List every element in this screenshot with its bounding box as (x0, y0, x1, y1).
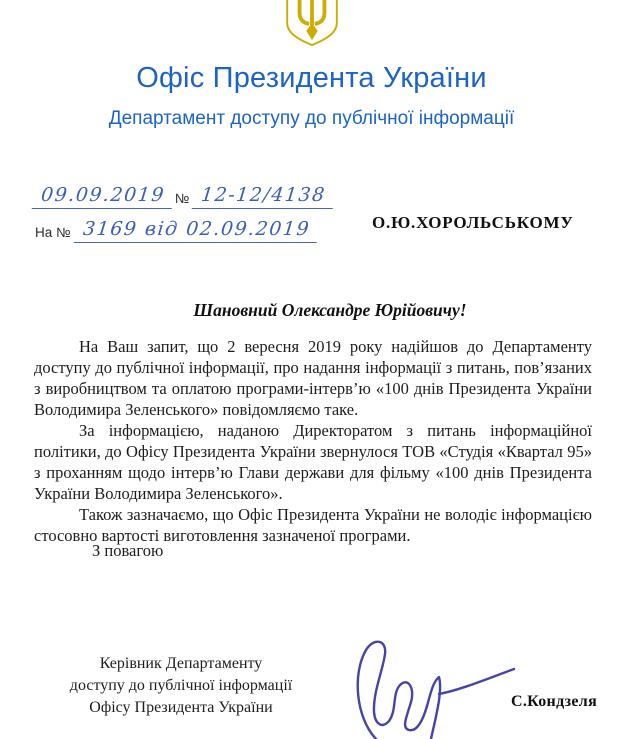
incoming-reference-line (33, 218, 353, 243)
body-paragraph: За інформацією, наданою Директоратом з питань інформаційної політики, до Офісу Президента України звернулося ТОВ «Студія «Квартал 95» з проханням щодо інтерв’ю Глави держави для фільму «100 днів Президента України Володимира Зеленського». (34, 421, 592, 503)
signer-position-title (55, 653, 307, 719)
body-paragraph: На Ваш запит, що 2 вересня 2019 року надійшов до Департаменту доступу до публічної інформації, про надання інформації з питань, пов’язаних з виробництвом та оплатою програми-інтерв’ю «100 днів Президента України Володимира Зеленського» повідомляємо таке. (34, 337, 592, 419)
org-subtitle: Департамент доступу до публічної інформації (108, 108, 515, 129)
outgoing-number-handwritten: 12-12/4138 (192, 184, 335, 209)
position-line: Керівник Департаменту (99, 655, 263, 672)
number-label: № (174, 191, 190, 206)
ukraine-trident-emblem-icon (283, 0, 341, 46)
outgoing-date-handwritten: 09.09.2019 (32, 184, 174, 209)
closing-salutation: З повагою (92, 541, 164, 560)
body-paragraph: Також зазначаємо, що Офіс Президента України не володіє інформацією стосовно вартості виготовлення зазначеної програми. (34, 505, 592, 545)
letter-body (34, 336, 592, 546)
position-line: Офісу Президента України (89, 699, 273, 716)
handwritten-signature-icon (342, 636, 517, 739)
outgoing-reference-line (33, 184, 353, 209)
reference-block (33, 184, 353, 252)
reply-to-label: На № (35, 225, 71, 240)
addressee: О.Ю.ХОРОЛЬСЬКОМУ (372, 213, 574, 232)
salutation: Шановний Олександре Юрійовичу! (193, 300, 467, 320)
position-line: доступу до публічної інформації (69, 677, 293, 694)
incoming-ref-handwritten: 3169 від 02.09.2019 (73, 218, 319, 243)
signer-name: С.Кондзеля (511, 693, 598, 710)
org-title: Офіс Президента України (136, 62, 487, 94)
